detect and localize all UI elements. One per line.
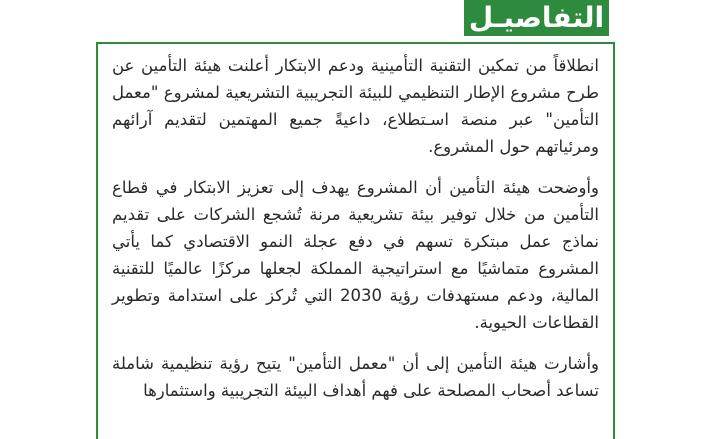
section-title-tab (464, 0, 609, 36)
article-paragraph: وأشارت هيئة التأمين إلى أن "معمل التأمين" يتيح رؤية تنظيمية شاملة تساعد أصحاب المصلحة على فهم أهداف البيئة التجريبية واستثمارها (112, 354, 599, 400)
article-paragraph: وأوضحت هيئة التأمين أن المشروع يهدف إلى تعزيز الابتكار في قطاع التأمين من خلال توفير بيئة تشريعية مرنة تُشجع الشركات على تقديم نماذج عمل مبتكرة تسهم في دفع عجلة النمو الاقتصادي كما يأتي المشروع متماشيًا مع استراتيجية المملكة لجعلها مركزًا عالميًا للتقنية المالية، ودعم مستهدفات رؤية 2030 التي تُركز على استدامة وتطوير القطاعات الحيوية. (112, 178, 599, 332)
article-paragraph: انطلاقاً من تمكين التقنية التأمينية ودعم الابتكار أعلنت هيئة التأمين عن طرح مشروع الإطار التنظيمي للبيئة التجريبية التشريعية لمشروع "معمل التأمين" عبر منصة اسـتطلاع، داعيةً جميع المهتمين لتقديم آرائهم ومرئياتهم حول المشروع. (112, 56, 599, 156)
article-body (96, 44, 615, 439)
section-title: التفاصيـل (468, 1, 605, 34)
